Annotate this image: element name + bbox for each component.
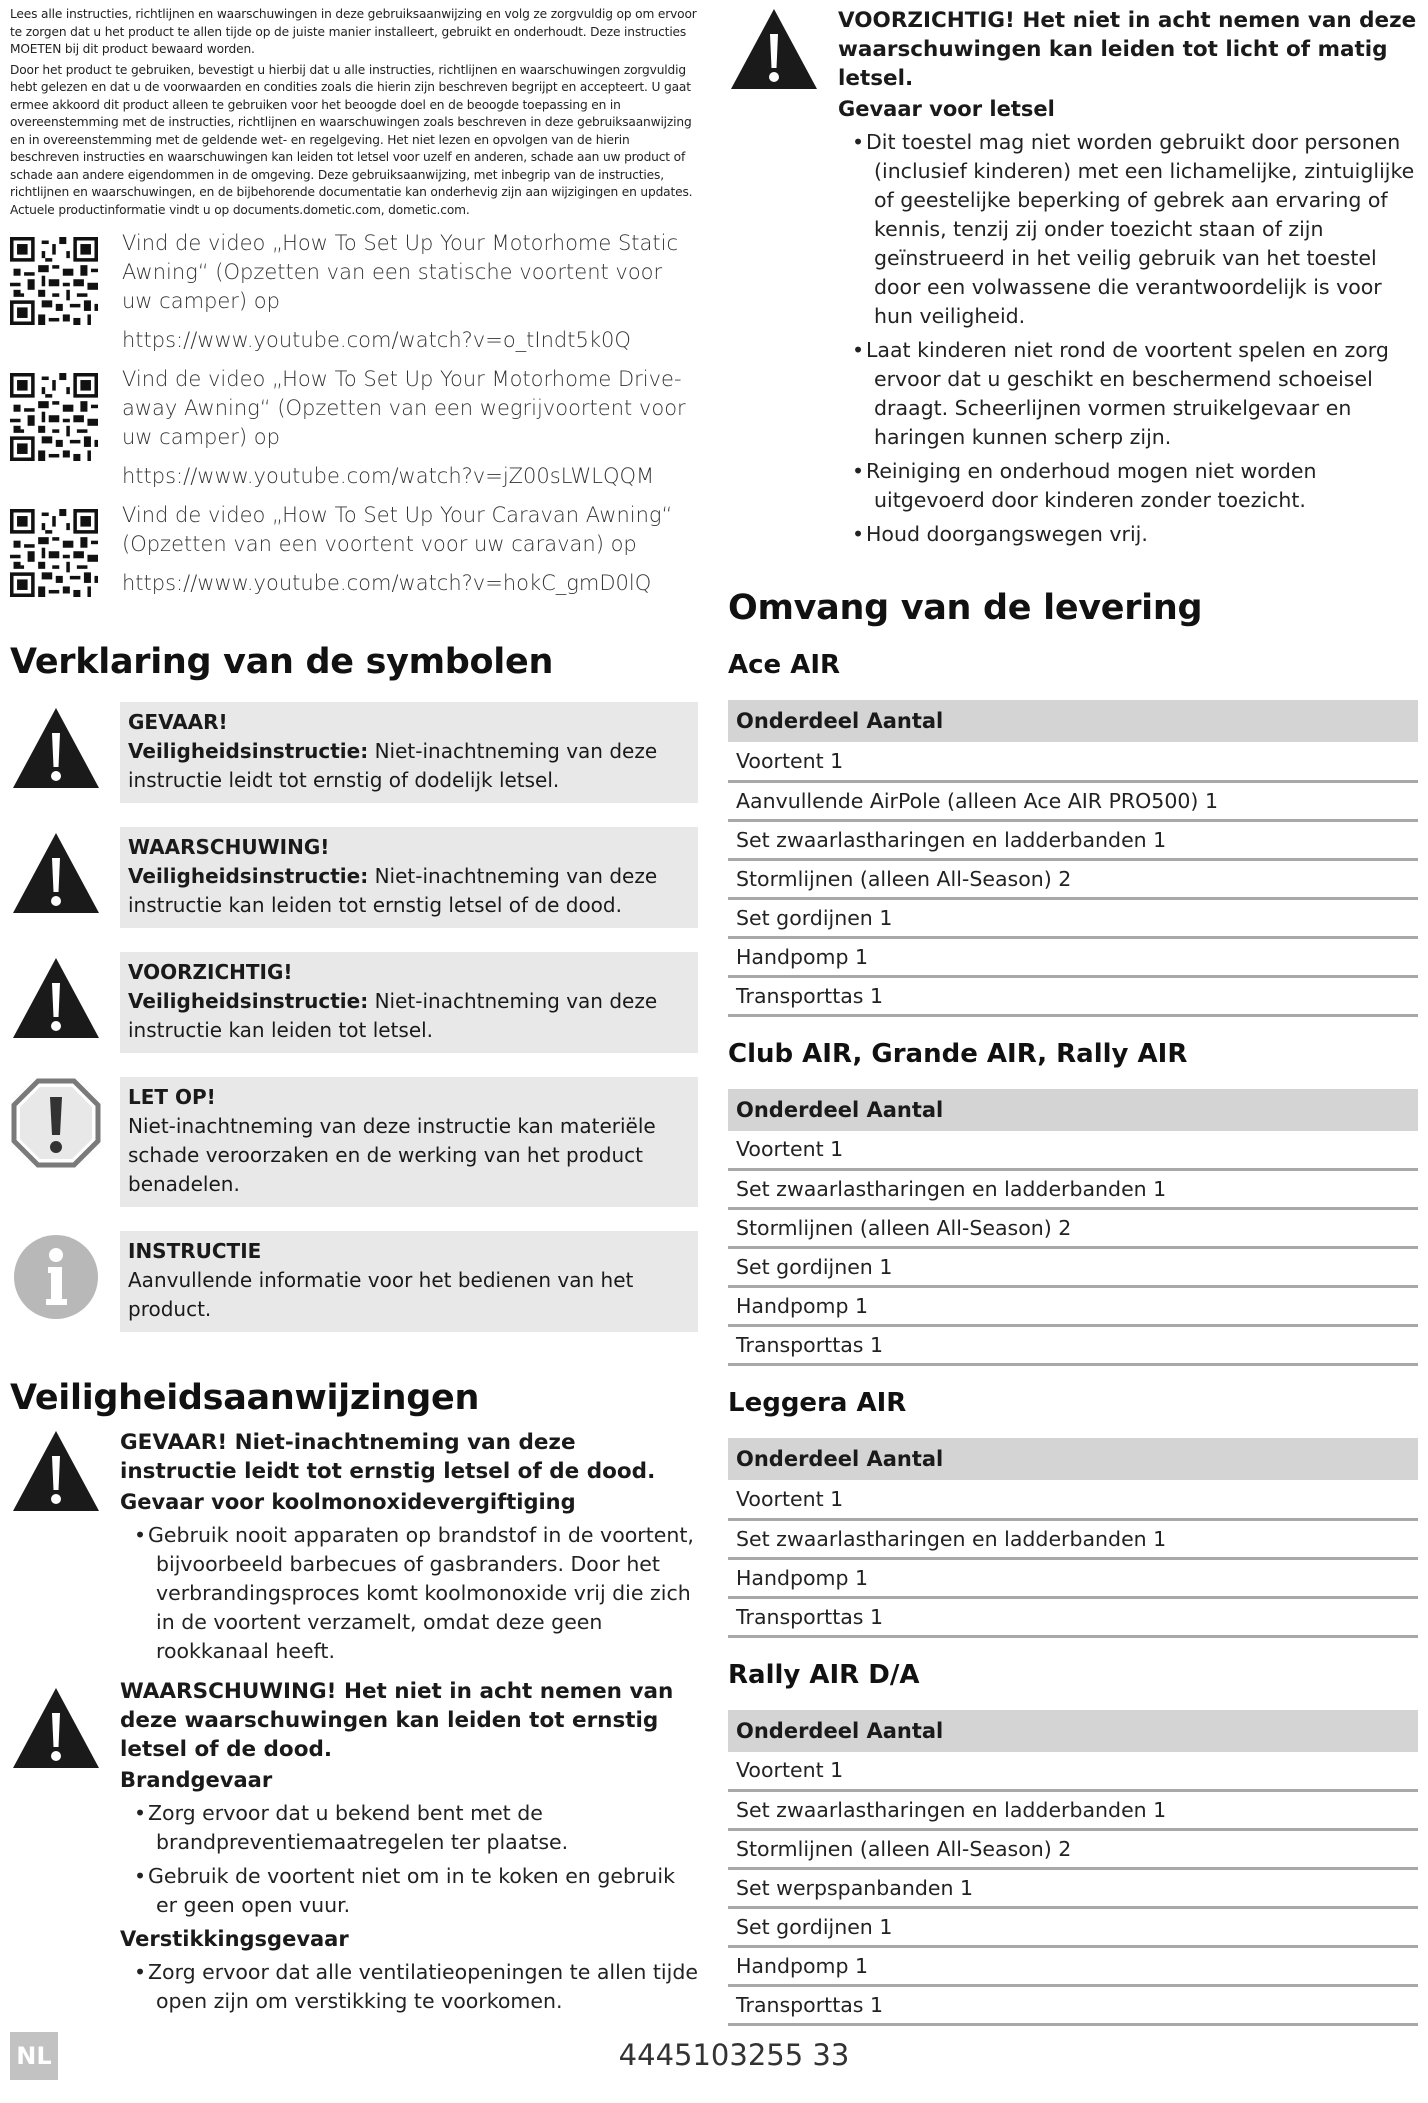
table-row: Transporttas 1 <box>728 976 1418 1015</box>
table-row: Transporttas 1 <box>728 1326 1418 1365</box>
symbol-title: INSTRUCTIE <box>128 1239 262 1263</box>
table-row: Set zwaarlastharingen en ladderbanden 1 <box>728 1170 1418 1209</box>
list-item: • Dit toestel mag niet worden gebruikt door personen (inclusief kinderen) met een lichamelijke, zintuiglijke of geestelijke beperking of gebrek aan ervaring of kennis, tenzij zij onder toezicht staan of zijn geïnstrueerd in het veilig gebruik van het toestel door een volwassene die verantwoordelijk is voor hun veiligheid. <box>838 128 1418 331</box>
language-badge: NL <box>10 2032 58 2080</box>
group-title-ace-air: Ace AIR <box>728 650 841 680</box>
safety-warning <box>10 1677 698 2021</box>
symbols-section-title: Verklaring van de symbolen <box>10 642 554 682</box>
table-row: Stormlijnen (alleen All-Season) 2 <box>728 1209 1418 1248</box>
table-row: Transporttas 1 <box>728 1986 1418 2025</box>
table-row: Voortent 1 <box>728 1480 1418 1519</box>
symbol-title: VOORZICHTIG! <box>128 960 293 984</box>
right-column <box>728 6 1418 2026</box>
safety-danger <box>10 1428 698 1671</box>
safety-section-title: Veiligheidsaanwijzingen <box>10 1378 480 1418</box>
table-row: Handpomp 1 <box>728 937 1418 976</box>
symbol-title: GEVAAR! <box>128 710 228 734</box>
table-row: Handpomp 1 <box>728 1287 1418 1326</box>
table-row: Aanvullende AirPole (alleen Ace AIR PRO500) 1 <box>728 781 1418 820</box>
video-description-3: Vind de video „How To Set Up Your Caravan Awning“ (Opzetten van een voortent voor uw caravan) op <box>122 503 673 556</box>
video-link-2[interactable]: https://www.youtube.com/watch?v=jZ00sLWLQQM <box>122 464 655 488</box>
symbol-warning <box>10 827 698 928</box>
symbol-label: Veiligheidsinstructie: <box>128 989 369 1013</box>
list-item: • Zorg ervoor dat alle ventilatieopeningen te allen tijde open zijn om verstikking te voorkomen. <box>120 1958 698 2016</box>
page-number: 4445103255 33 <box>618 2038 850 2072</box>
warning-triangle-icon <box>10 702 102 794</box>
table-row: Set zwaarlastharingen en ladderbanden 1 <box>728 820 1418 859</box>
warning-triangle-icon <box>10 827 102 919</box>
intro-text <box>10 6 698 219</box>
safety-caution-subheading: Gevaar voor letsel <box>838 97 1055 121</box>
qr-code-icon[interactable] <box>10 237 98 325</box>
table-row: Set zwaarlastharingen en ladderbanden 1 <box>728 1791 1418 1830</box>
symbol-text: Niet-inachtneming van deze instructie leidt tot ernstig of dodelijk letsel. <box>128 739 658 792</box>
symbol-title: WAARSCHUWING! <box>128 835 330 859</box>
safety-caution-heading: VOORZICHTIG! Het niet in acht nemen van deze waarschuwingen kan leiden tot licht of matig letsel. <box>838 8 1417 91</box>
group-title-leggera-air: Leggera AIR <box>728 1388 907 1418</box>
intro-paragraph-1: Lees alle instructies, richtlijnen en waarschuwingen in deze gebruiksaanwijzing en volg ze zorgvuldig op om ervoor te zorgen dat u het product te allen tijde op de juiste manier installeert, gebruikt en onderhoudt. Deze instructies MOETEN bij dit product bewaard worden. <box>10 7 697 56</box>
symbol-instruction <box>10 1231 698 1332</box>
symbol-caution <box>10 952 698 1053</box>
video-item-1 <box>10 229 698 355</box>
group-title-rally-air-da: Rally AIR D/A <box>728 1659 920 1690</box>
delivery-table-rally-air-da <box>728 1710 1418 2027</box>
table-row: Transporttas 1 <box>728 1597 1418 1636</box>
symbol-label: Veiligheidsinstructie: <box>128 864 369 888</box>
table-header: Onderdeel Aantal <box>728 1089 1418 1131</box>
symbol-notice <box>10 1077 698 1207</box>
symbol-title: LET OP! <box>128 1085 216 1109</box>
table-row: Voortent 1 <box>728 742 1418 781</box>
list-item: • Reiniging en onderhoud mogen niet worden uitgevoerd door kinderen zonder toezicht. <box>838 457 1418 515</box>
symbol-text: Niet-inachtneming van deze instructie kan leiden tot ernstig letsel of de dood. <box>128 864 658 917</box>
video-item-3 <box>10 501 698 598</box>
symbol-label: Veiligheidsinstructie: <box>128 739 369 763</box>
table-row: Stormlijnen (alleen All-Season) 2 <box>728 1830 1418 1869</box>
video-item-2 <box>10 365 698 491</box>
list-item: • Laat kinderen niet rond de voortent spelen en zorg ervoor dat u geschikt en beschermend schoeisel draagt. Scheerlijnen vormen struikelgevaar en haringen kunnen scherp zijn. <box>838 336 1418 452</box>
delivery-table-club-grande-rally <box>728 1089 1418 1367</box>
table-header: Onderdeel Aantal <box>728 700 1418 742</box>
table-row: Set gordijnen 1 <box>728 1908 1418 1947</box>
list-item: • Gebruik de voortent niet om in te koken en gebruik er geen open vuur. <box>120 1862 698 1920</box>
warning-triangle-icon <box>10 1685 102 1771</box>
table-row: Set zwaarlastharingen en ladderbanden 1 <box>728 1519 1418 1558</box>
table-row: Handpomp 1 <box>728 1558 1418 1597</box>
list-item: • Gebruik nooit apparaten op brandstof in de voortent, bijvoorbeeld barbecues of gasbranders. Door het verbrandingsproces komt koolmonoxide vrij die zich in de voortent verzamelt, omdat deze geen rookkanaal heeft. <box>120 1521 698 1666</box>
table-row: Set gordijnen 1 <box>728 1248 1418 1287</box>
safety-warning-subheading-fire: Brandgevaar <box>120 1768 273 1792</box>
safety-warning-subheading-suffocation: Verstikkingsgevaar <box>120 1927 349 1951</box>
list-item: • Houd doorgangswegen vrij. <box>838 520 1418 549</box>
list-item: • Zorg ervoor dat u bekend bent met de brandpreventiemaatregelen ter plaatse. <box>120 1799 698 1857</box>
delivery-section-title: Omvang van de levering <box>728 588 1203 628</box>
delivery-table-leggera-air <box>728 1438 1418 1638</box>
warning-triangle-icon <box>10 1428 102 1514</box>
qr-code-icon[interactable] <box>10 509 98 597</box>
warning-triangle-icon <box>728 6 820 92</box>
table-header: Onderdeel Aantal <box>728 1438 1418 1480</box>
safety-danger-subheading: Gevaar voor koolmonoxidevergiftiging <box>120 1490 576 1514</box>
notice-octagon-icon <box>10 1077 102 1169</box>
group-title-club-grande-rally: Club AIR, Grande AIR, Rally AIR <box>728 1038 1188 1069</box>
video-description-2: Vind de video „How To Set Up Your Motorhome Drive-away Awning“ (Opzetten van een wegrijvoortent voor uw camper) op <box>122 367 686 449</box>
table-row: Voortent 1 <box>728 1752 1418 1791</box>
video-link-3[interactable]: https://www.youtube.com/watch?v=hokC_gmD0lQ <box>122 571 652 595</box>
safety-warning-heading: WAARSCHUWING! Het niet in acht nemen van deze waarschuwingen kan leiden tot ernstig letsel of de dood. <box>120 1679 674 1762</box>
symbol-text: Niet-inachtneming van deze instructie kan materiële schade veroorzaken en de werking van het product benadelen. <box>128 1114 656 1196</box>
info-circle-icon <box>10 1231 102 1323</box>
safety-danger-heading: GEVAAR! Niet-inachtneming van deze instructie leidt tot ernstig letsel of de dood. <box>120 1430 656 1484</box>
symbol-text: Niet-inachtneming van deze instructie kan leiden tot letsel. <box>128 989 658 1042</box>
video-link-1[interactable]: https://www.youtube.com/watch?v=o_tIndt5k0Q <box>122 328 631 352</box>
warning-triangle-icon <box>10 952 102 1044</box>
symbol-danger <box>10 702 698 803</box>
table-row: Voortent 1 <box>728 1131 1418 1170</box>
video-description-1: Vind de video „How To Set Up Your Motorhome Static Awning“ (Opzetten van een statische voortent voor uw camper) op <box>122 231 679 313</box>
table-header: Onderdeel Aantal <box>728 1710 1418 1752</box>
delivery-table-ace-air <box>728 700 1418 1017</box>
table-row: Set gordijnen 1 <box>728 898 1418 937</box>
table-row: Set werpspanbanden 1 <box>728 1869 1418 1908</box>
left-column <box>10 6 698 2021</box>
table-row: Handpomp 1 <box>728 1947 1418 1986</box>
qr-code-icon[interactable] <box>10 373 98 461</box>
table-row: Stormlijnen (alleen All-Season) 2 <box>728 859 1418 898</box>
symbol-text: Aanvullende informatie voor het bedienen van het product. <box>128 1268 634 1321</box>
intro-paragraph-2: Door het product te gebruiken, bevestigt u hierbij dat u alle instructies, richtlijnen en waarschuwingen zorgvuldig hebt gelezen en dat u de voorwaarden en condities zoals die hierin zijn beschreven begrijpt en accepteert. U gaat ermee akkoord dit product alleen te gebruiken voor het beoogde doel en de beoogde toepassing en in overeenstemming met de instructies, richtlijnen en waarschuwingen zoals beschreven in deze gebruiksaanwijzing en in overeenstemming met de geldende wet- en regelgeving. Het niet lezen en opvolgen van de hierin beschreven instructies en waarschuwingen kan leiden tot letsel voor uzelf en anderen, schade aan uw product of schade aan andere eigendommen in de omgeving. Deze gebruiksaanwijzing, met inbegrip van de instructies, richtlijnen en waarschuwingen, en de bijbehorende documentatie kan onderhevig zijn aan wijzigingen en updates. Actuele productinformatie vindt u op documents.dometic.com, dometic.com. <box>10 62 693 217</box>
safety-caution <box>728 6 1418 554</box>
